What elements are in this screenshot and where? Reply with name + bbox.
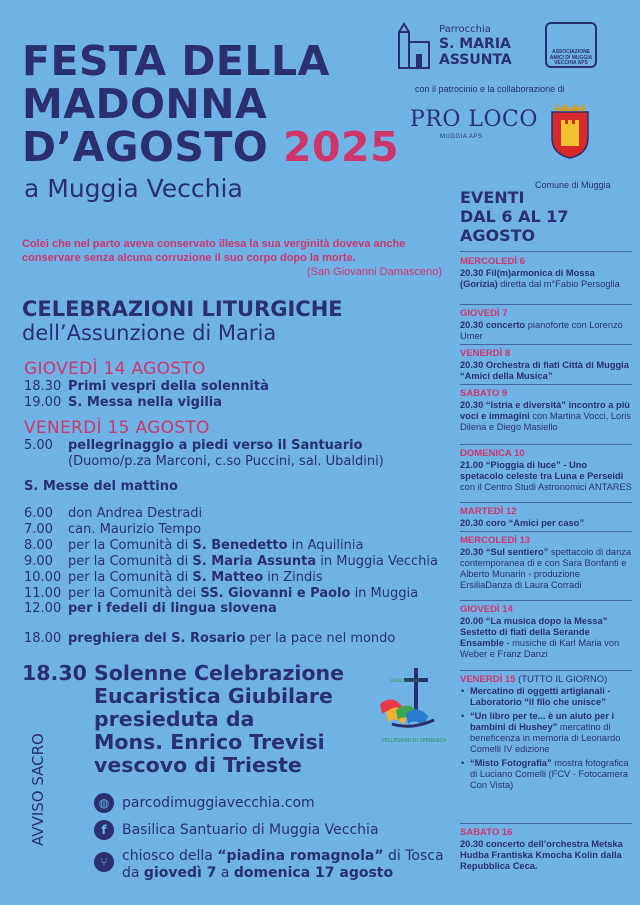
celebrazioni-heading	[22, 297, 343, 345]
solenne-block	[22, 662, 344, 777]
parrocchia-label: Parrocchia	[439, 24, 491, 35]
messa-row: 7.00 can. Maurizio Tempo	[24, 522, 202, 537]
event-item: VENERDÌ 8 20.30 Orchestra di fiati Città di Muggia “Amici della Musica”	[460, 348, 629, 381]
patrocinio-text: con il patrocinio e la collaborazione di	[415, 84, 565, 94]
messa-row: 9.00 per la Comunità di S. Maria Assunta in Muggia Vecchia	[24, 554, 438, 569]
title-line-1: FESTA DELLA	[22, 37, 330, 85]
solenne-line: Solenne Celebrazione	[94, 661, 345, 685]
event-item: GIOVEDÌ 7 20.30 concerto pianoforte con Lorenzo Umer	[460, 308, 623, 341]
day14-block	[24, 359, 269, 411]
solenne-time: 18.30	[22, 661, 87, 685]
subtitle: a Muggia Vecchia	[24, 174, 243, 203]
event-item: MERCOLEDÌ 6 20.30 Fil(m)armonica di Mossa (Gorizia) diretta dal m°Fabio Persoglia	[460, 256, 620, 289]
parrocchia-name-2: ASSUNTA	[439, 52, 512, 68]
event-item: MARTEDÌ 12 20.30 coro “Amici per caso”	[460, 506, 585, 528]
fork-knife-icon: ⑂	[94, 852, 114, 872]
comune-crest-icon	[549, 100, 591, 160]
parrocchia-logo	[395, 22, 512, 70]
solenne-line: Eucaristica Giubilare	[94, 684, 333, 708]
celebrazioni-subtitle: dell’Assunzione di Maria	[22, 321, 277, 345]
quote-text: Colei che nel parto aveva conservato illesa la sua verginità doveva anche conservare senza alcuna corruzione il suo corpo dopo la morte.	[22, 238, 406, 264]
messa-row: 11.00 per la Comunità dei SS. Giovanni e Paolo in Muggia	[24, 586, 419, 601]
divider	[460, 251, 632, 252]
solenne-line: presieduta da	[94, 707, 255, 731]
divider	[460, 444, 632, 445]
list-item: • “Un libro per te... è un aiuto per i bambini di Hushey” mercatino di beneficenza in memoria di Leonardo Comelli IV edizione	[460, 711, 632, 755]
divider	[460, 823, 632, 824]
facebook-icon: f	[94, 820, 114, 840]
divider	[460, 304, 632, 305]
day15-row: 5.00 pellegrinaggio a piedi verso il Santuario	[24, 438, 363, 453]
title-line-2: MADONNA	[22, 80, 268, 128]
day14-label: GIOVEDÌ 14 AGOSTO	[24, 359, 206, 379]
messa-row: 8.00 per la Comunità di S. Benedetto in Aquilinia	[24, 538, 364, 553]
poster-title	[22, 37, 402, 171]
divider	[460, 670, 632, 671]
list-item: • Mercatino di oggetti artigianali - Laboratorio “il filo che unisce”	[460, 686, 632, 708]
jubilee-bottom-text: PELLEGRINI DI SPERANZA	[381, 738, 447, 744]
church-icon	[395, 22, 433, 70]
slovena-row: 12.00 per i fedeli di lingua slovena	[24, 601, 277, 616]
list-item: • “Misto Fotografia” mostra fotografica di Luciano Comelli (FCV - Fotocamera Con Vista)	[460, 758, 632, 791]
event-item: SABATO 16 20.30 concerto dell’orchestra Metska Hudba Frantiska Kmocha Kolin dalla Repubblica Ceca.	[460, 827, 623, 871]
divider	[460, 531, 632, 532]
comune-label: Comune di Muggia	[535, 180, 611, 190]
day14-row: 18.30 Primi vespri della solennità	[24, 379, 269, 394]
quote	[22, 237, 442, 279]
proloco-logo: PRO LOCO	[410, 107, 538, 132]
jubilee-logo	[372, 664, 454, 746]
event-item-venerdi15: VENERDÌ 15 (TUTTO IL GIORNO) • Mercatino di oggetti artigianali - Laboratorio “il filo che unisce” • “Un libro per te... è un aiuto per i bambini di Hushey” mercatino di beneficenza in memoria di Leonardo Comelli IV edizione • “Misto Fotografia” mostra fotografica di Luciano Comelli (FCV - Fotocamera Con Vista)	[460, 674, 632, 794]
day15-label: VENERDÌ 15 AGOSTO	[24, 418, 210, 438]
celebrazioni-title: CELEBRAZIONI LITURGICHE	[22, 297, 343, 321]
quote-author: (San Giovanni Damasceno)	[306, 266, 442, 278]
title-year: 2025	[282, 123, 400, 171]
solenne-line: vescovo di Trieste	[94, 753, 302, 777]
parrocchia-name-1: S. MARIA	[439, 36, 511, 52]
associazione-logo: ASSOCIAZIONE AMICI DI MUGGIA VECCHIA APS	[545, 22, 597, 68]
day15-note: (Duomo/p.za Marconi, c.so Puccini, sal. Ubaldini)	[68, 454, 384, 469]
jubilee-top-text: GIUBILEO 2025	[390, 678, 421, 683]
event-item: GIOVEDÌ 14 20.00 “La musica dopo la Messa” Sestetto di fiati della Serande Ensamble - musiche di Karl Maria von Weber e Franz Danzi	[460, 604, 620, 659]
website-link[interactable]: ◍ parcodimuggiavecchia.com	[94, 793, 315, 813]
divider	[460, 384, 632, 385]
proloco-subtitle: MUGGIA APS	[440, 134, 483, 140]
facebook-link[interactable]: f Basilica Santuario di Muggia Vecchia	[94, 820, 379, 840]
messa-row: 6.00 don Andrea Destradi	[24, 506, 203, 521]
messa-row: 10.00 per la Comunità di S. Matteo in Zindis	[24, 570, 323, 585]
food-info: ⑂ chiosco della “piadina romagnola” di Tosca da giovedì 7 a domenica 17 agosto	[94, 848, 444, 882]
avviso-sacro: AVVISO SACRO	[29, 733, 47, 846]
title-line-3: D’AGOSTO 2025	[22, 123, 400, 171]
divider	[460, 344, 632, 345]
day15-block	[24, 418, 384, 470]
messe-title: S. Messe del mattino	[24, 479, 178, 494]
messe-list	[24, 506, 438, 602]
event-item: SABATO 9 20.30 “Istria e diversità” incontro a più voci e immagini con Martina Vocci, Loris Dilena e Diego Masiello	[460, 388, 632, 432]
event-item: DOMENICA 10 21.00 “Pioggia di luce” - Uno spetacolo celeste tra Luna e Perseidi con il Centro Studi Astronomici ANTARES	[460, 448, 632, 492]
solenne-line: Mons. Enrico Trevisi	[94, 730, 325, 754]
globe-icon: ◍	[94, 793, 114, 813]
rosario-row: 18.00 preghiera del S. Rosario per la pace nel mondo	[24, 631, 396, 646]
eventi-title: EVENTI DAL 6 AL 17 AGOSTO	[460, 188, 569, 245]
divider	[460, 600, 632, 601]
divider	[460, 502, 632, 503]
day14-row: 19.00 S. Messa nella vigilia	[24, 395, 223, 410]
event-item: MERCOLEDÌ 13 20.30 “Sul sentiero” spettacolo di danza contemporanea di e con Sara Bonfanti e Alberto Munarin - produzione ErsiliaDanza di Laura Corradi	[460, 535, 632, 590]
